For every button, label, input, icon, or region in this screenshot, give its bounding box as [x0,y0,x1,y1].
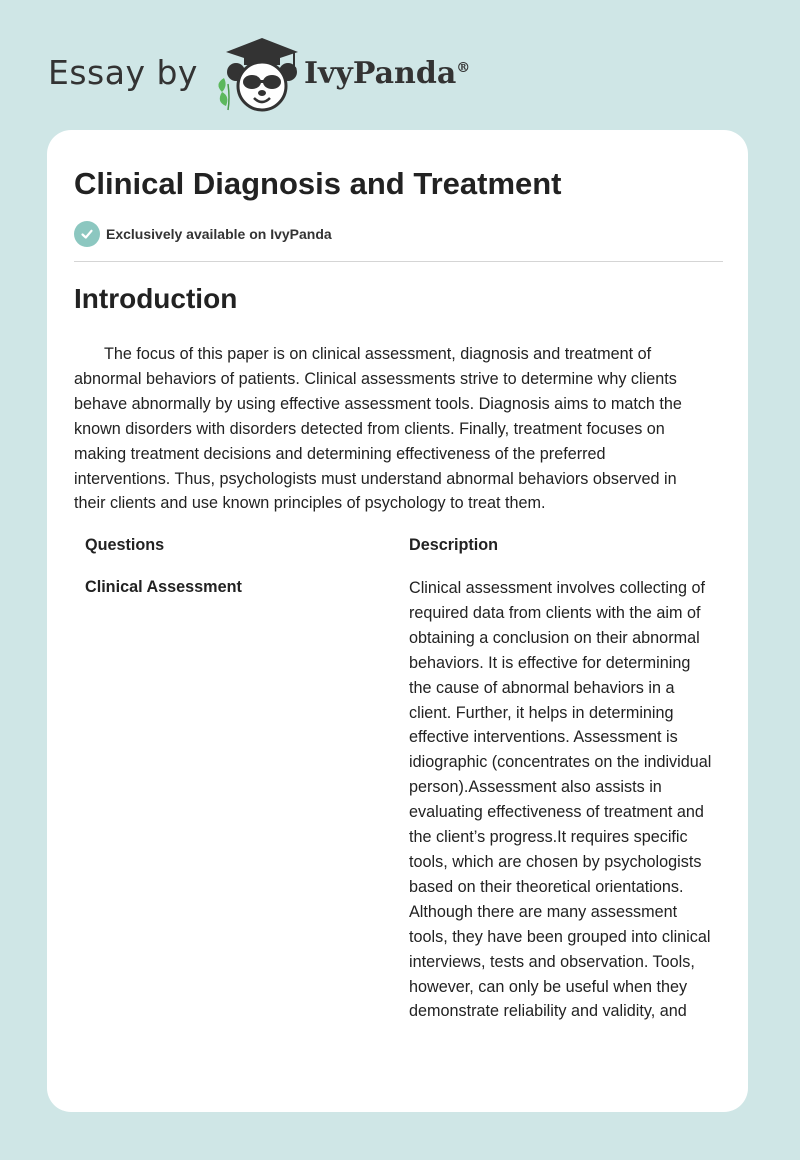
brand-prefix: Essay by [48,52,198,92]
intro-paragraph: The focus of this paper is on clinical assessment, diagnosis and treatment of abnormal behaviors of patients. Clinical assessments strive to determine why clients behave abnormally by using effective assessment tools. Diagnosis aims to match the known disorders with disorders detected from clients. Finally, treatment focuses on making treatment decisions and determining effectiveness of the preferred interventions. Thus, psychologists must understand abnormal behaviors observed in their clients and use known principles of psychology to treat them. [74,345,682,513]
brand-header[interactable] [48,34,470,112]
brand-name [304,56,470,91]
essay-card [47,130,748,1112]
check-icon [74,221,100,247]
page-title: Clinical Diagnosis and Treatment [74,166,562,201]
section-heading: Introduction [74,283,238,314]
table-cell-description: Clinical assessment involves collecting of required data from clients with the aim of obtaining a conclusion on their abnormal behaviors. It is effective for determining the cause of abnormal behaviors in a client. Further, it helps in determining effective interventions. Assessment is idiographic (concentrates on the individual person).Assessment also assists in evaluating effectiveness of treatment and the client’s progress.It requires specific tools, which are chosen by psychologists based on their theoretical orientations. Although there are many assessment tools, they have been grouped into clinical interviews, tests and observation. Tools, however, can only be useful when they demonstrate reliability and validity, and [409,579,712,1021]
exclusive-badge [74,221,332,247]
divider [74,261,723,262]
table-header-questions: Questions [85,536,165,554]
table-header-description: Description [409,536,499,554]
brand-name-text: IvyPanda [303,55,457,91]
exclusive-label: Exclusively available on IvyPanda [106,226,332,242]
registered-mark: ® [456,59,471,76]
panda-logo-icon [214,34,310,112]
table-cell-question: Clinical Assessment [85,578,242,596]
